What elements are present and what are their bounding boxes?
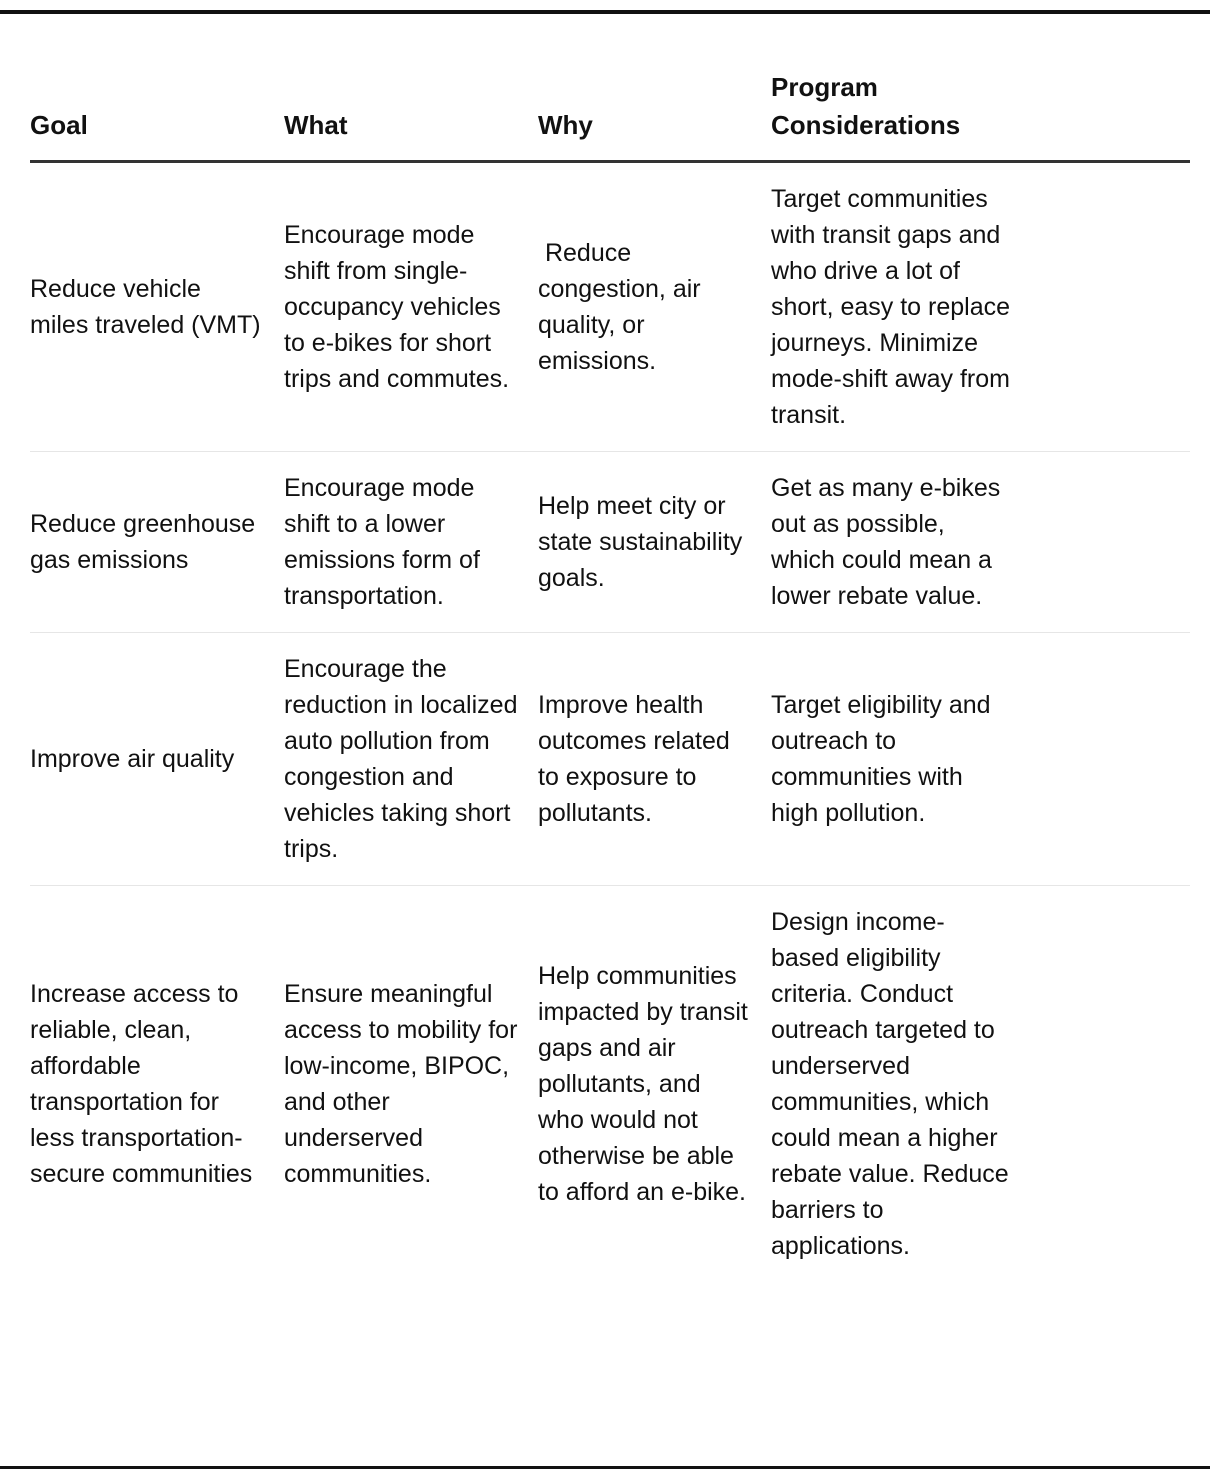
bottom-rule <box>0 1466 1210 1469</box>
header-row <box>30 68 1190 162</box>
cell-what: Ensure meaningful access to mobility for low-income, BIPOC, and other underserved communities. <box>284 980 518 1188</box>
top-rule <box>0 10 1210 14</box>
cell-why: Help meet city or state sustainability goals. <box>538 452 771 633</box>
table-row <box>30 886 1190 1283</box>
header-what: What <box>284 68 538 162</box>
cell-goal: Reduce greenhouse gas emissions <box>30 452 284 633</box>
cell-what: Encourage mode shift from single-occupancy vehicles to e-bikes for short trips and commutes. <box>284 162 538 452</box>
table-row <box>30 452 1190 633</box>
cell-why: Reduce congestion, air quality, or emissions. <box>538 162 771 452</box>
cell-goal: Increase access to reliable, clean, affordable transportation for less transportation-secure communities <box>30 980 253 1188</box>
header-program-considerations: Program Considerations <box>771 68 1190 162</box>
table-row <box>30 633 1190 886</box>
cell-program: Get as many e-bikes out as possible, which could mean a lower rebate value. <box>771 452 1190 633</box>
header-why: Why <box>538 68 771 162</box>
goals-table <box>30 68 1190 1282</box>
cell-program: Target eligibility and outreach to communities with high pollution. <box>771 633 1190 886</box>
cell-what: Encourage the reduction in localized auto pollution from congestion and vehicles taking short trips. <box>284 633 538 886</box>
table-header <box>30 68 1190 162</box>
cell-what: Encourage mode shift to a lower emissions form of transportation. <box>284 452 538 633</box>
cell-why: Help communities impacted by transit gaps and air pollutants, and who would not otherwise be able to afford an e-bike. <box>538 962 748 1206</box>
cell-why: Improve health outcomes related to exposure to pollutants. <box>538 633 771 886</box>
cell-goal: Improve air quality <box>30 633 284 886</box>
header-goal: Goal <box>30 68 284 162</box>
cell-goal: Reduce vehicle miles traveled (VMT) <box>30 162 284 452</box>
cell-program: Design income-based eligibility criteria. Conduct outreach targeted to underserved communities, which could mean a higher rebate value. Reduce barriers to applications. <box>771 908 1009 1260</box>
table-row <box>30 162 1190 452</box>
cell-program: Target communities with transit gaps and who drive a lot of short, easy to replace journeys. Minimize mode-shift away from transit. <box>771 162 1190 452</box>
table-body <box>30 162 1190 1283</box>
